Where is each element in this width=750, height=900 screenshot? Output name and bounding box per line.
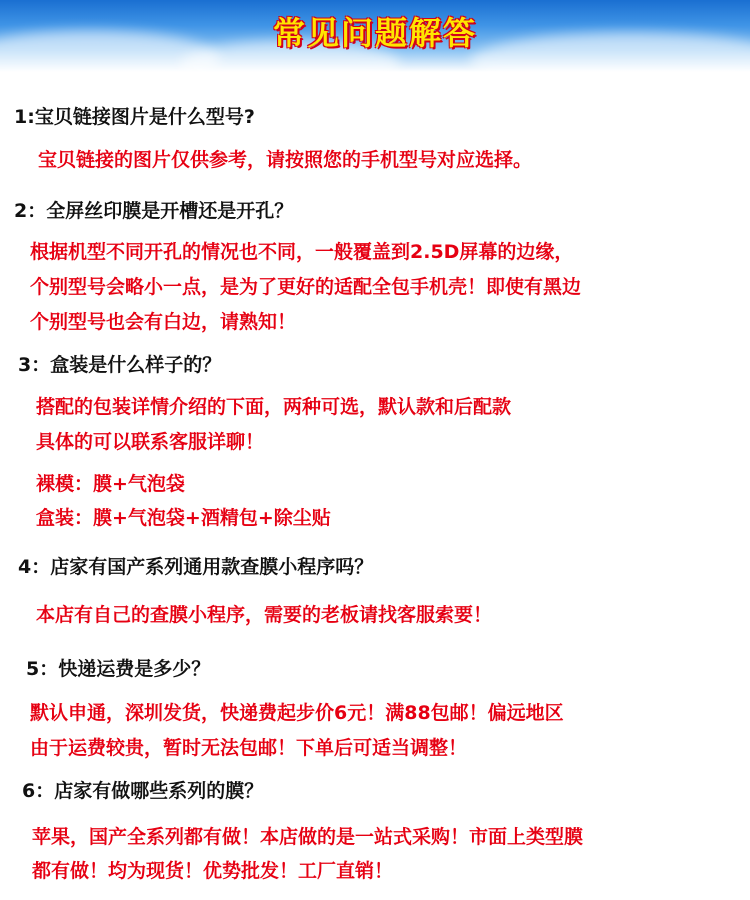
faq-answer-2-line-1: 根据机型不同开孔的情况也不同，一般覆盖到2.5D屏幕的边缘，: [30, 241, 574, 263]
faq-answer-2-line-3: 个别型号也会有白边，请熟知！: [30, 311, 297, 333]
faq-answer-4-line-1: 本店有自己的查膜小程序，需要的老板请找客服索要！: [36, 604, 493, 626]
faq-answer-5-line-1: 默认申通，深圳发货，快递费起步价6元！满88包邮！偏远地区: [30, 702, 564, 724]
faq-question-6: 6：店家有做哪些系列的膜？: [22, 780, 264, 802]
faq-answer-5-line-2: 由于运费较贵，暂时无法包邮！下单后可适当调整！: [30, 737, 468, 759]
faq-answer-3-line-2: 具体的可以联系客服详聊！: [36, 431, 265, 453]
faq-answer-3-line-1: 搭配的包装详情介绍的下面，两种可选，默认款和后配款: [36, 396, 512, 418]
faq-answer-1-line-1: 宝贝链接的图片仅供参考，请按照您的手机型号对应选择。: [38, 149, 533, 171]
faq-question-5: 5：快递运费是多少？: [26, 658, 211, 680]
faq-answer-3-line-3: 裸模：膜+气泡袋: [36, 473, 185, 495]
faq-answer-6-line-1: 苹果，国产全系列都有做！本店做的是一站式采购！市面上类型膜: [32, 826, 584, 848]
page-title: 常见问题解答: [272, 14, 477, 52]
faq-question-2: 2：全屏丝印膜是开槽还是开孔？: [14, 200, 294, 222]
faq-answer-2-line-2: 个别型号会略小一点，是为了更好的适配全包手机壳！即使有黑边: [30, 276, 582, 298]
header-banner: [0, 0, 750, 72]
faq-question-4: 4：店家有国产系列通用款查膜小程序吗？: [18, 556, 374, 578]
faq-question-1: 1:宝贝链接图片是什么型号?: [14, 106, 255, 128]
faq-answer-3-line-4: 盒装：膜+气泡袋+酒精包+除尘贴: [36, 507, 331, 529]
faq-question-3: 3：盒装是什么样子的？: [18, 354, 222, 376]
faq-answer-6-line-2: 都有做！均为现货！优势批发！工厂直销！: [32, 860, 394, 882]
